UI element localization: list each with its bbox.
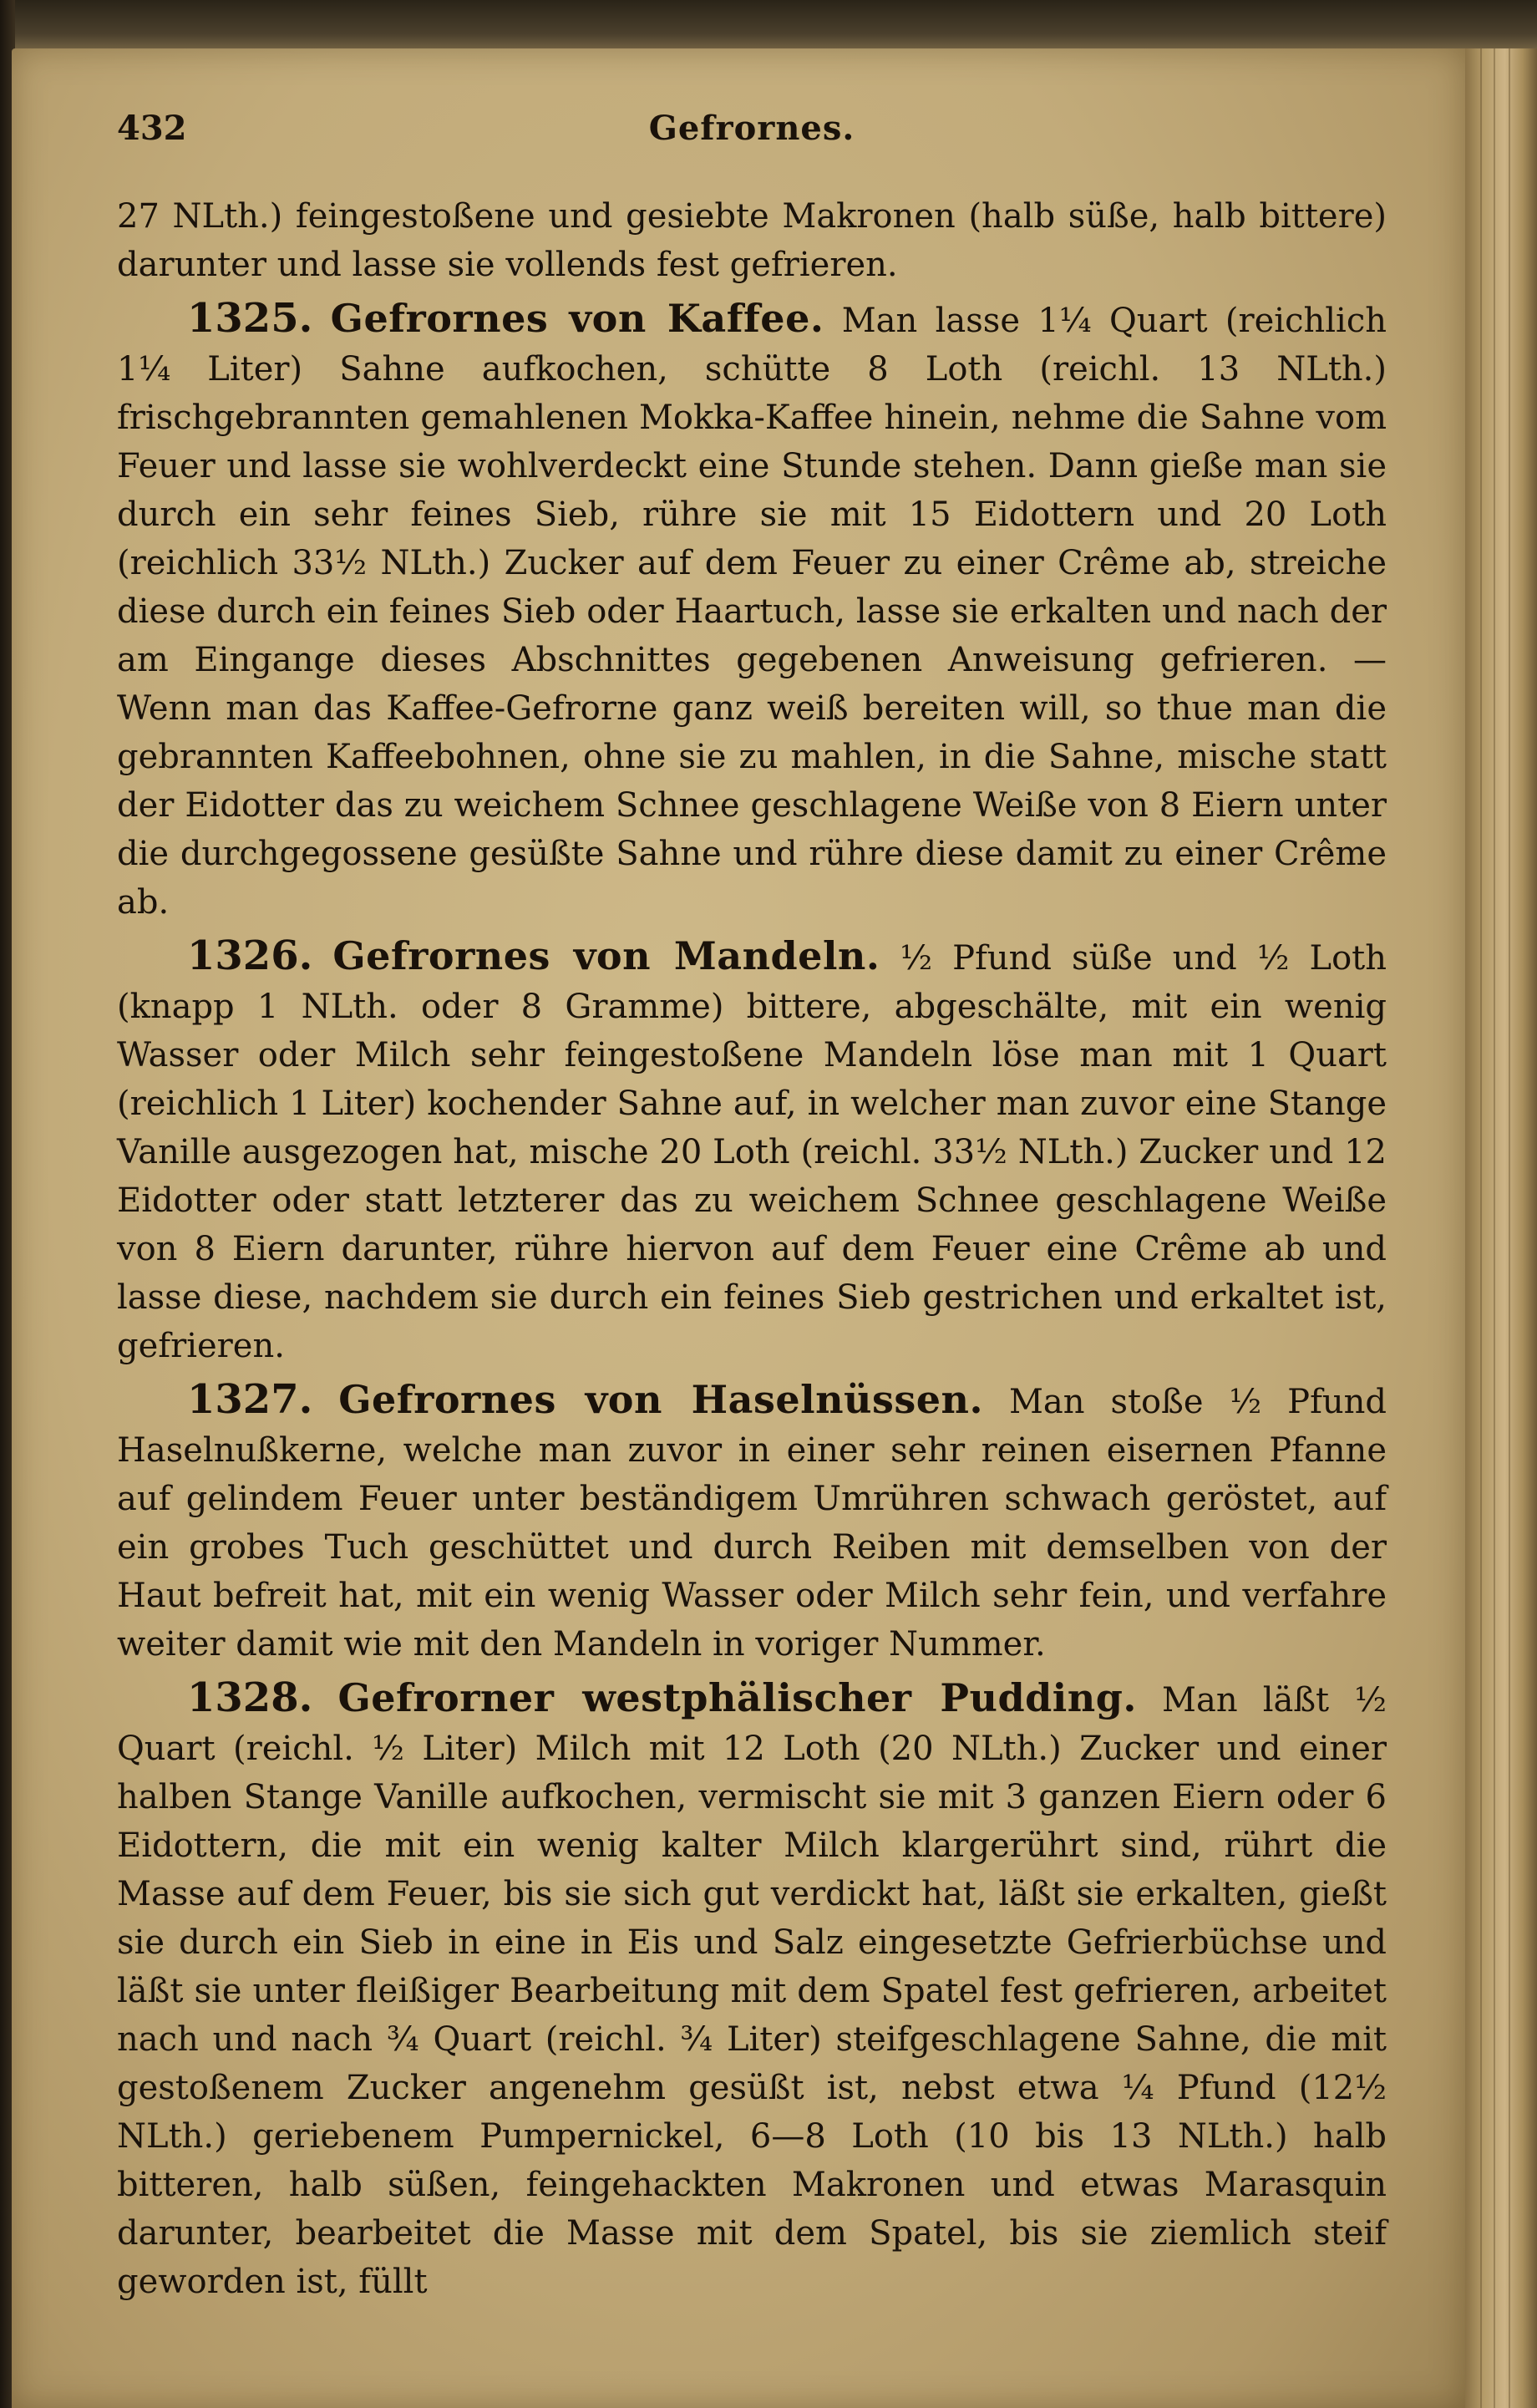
page-number: 432 — [117, 109, 187, 148]
page-gutter — [1465, 48, 1537, 2408]
recipe-number: 1325. — [187, 295, 313, 342]
recipe-1327 — [117, 1375, 1387, 1669]
recipe-text: ½ Pfund süße und ½ Loth (knapp 1 NLth. oder 8 Gramme) bittere, abgeschälte, mit ein wenig Wasser oder Milch sehr feingestoßene Mandeln löse man mit 1 Quart (reichlich 1 Liter) kochender Sahne auf, in welcher man zuvor eine Stange Vanille ausgezogen hat, mische 20 Loth (reichl. 33½ NLth.) Zucker und 12 Eidotter oder statt letzterer das zu weichem Schnee geschlagene Weiße von 8 Eiern darunter, rühre hiervon auf dem Feuer eine Crême ab und lasse diese, nachdem sie durch ein feines Sieb gestrichen und erkaltet ist, gefrieren. — [117, 939, 1387, 1365]
recipe-text: Man läßt ½ Quart (reichl. ½ Liter) Milch mit 12 Loth (20 NLth.) Zucker und einer halben Stange Vanille aufkochen, vermischt sie mit 3 ganzen Eiern oder 6 Eidottern, die mit ein wenig kalter Milch klargerührt sind, rührt die Masse auf dem Feuer, bis sie sich gut verdickt hat, läßt sie erkalten, gießt sie durch ein Sieb in eine in Eis und Salz eingesetzte Gefrierbüchse und läßt sie unter fleißiger Bearbeitung mit dem Spatel fest gefrieren, arbeitet nach und nach ¾ Quart (reichl. ¾ Liter) steifgeschlagene Sahne, die mit gestoßenem Zucker angenehm gesüßt ist, nebst etwa ¼ Pfund (12½ NLth.) geriebenem Pumpernickel, 6—8 Loth (10 bis 13 NLth.) halb bitteren, halb süßen, feingehackten Makronen und etwas Marasquin darunter, bearbeitet die Masse mit dem Spatel, bis sie ziemlich steif geworden ist, füllt — [117, 1681, 1387, 2301]
recipe-number: 1326. — [187, 932, 313, 979]
recipe-1328 — [117, 1674, 1387, 2306]
continuation-paragraph: 27 NLth.) feingestoßene und gesiebte Makronen (halb süße, halb bittere) darunter und lasse sie vollends fest gefrieren. — [117, 197, 1387, 284]
book-top-edge — [0, 0, 1537, 48]
running-head — [117, 100, 1387, 159]
recipe-number: 1327. — [187, 1376, 313, 1423]
recipe-text: Man lasse 1¼ Quart (reichlich 1¼ Liter) Sahne aufkochen, schütte 8 Loth (reichl. 13 NLth.) frischgebrannten gemahlenen Mokka-Kaffee hinein, nehme die Sahne vom Feuer und lasse sie wohlverdeckt eine Stunde stehen. Dann gieße man sie durch ein sehr feines Sieb, rühre sie mit 15 Eidottern und 20 Loth (reichlich 33½ NLth.) Zucker auf dem Feuer zu einer Crême ab, streiche diese durch ein feines Sieb oder Haartuch, lasse sie erkalten und nach der am Eingange dieses Abschnittes gegebenen Anweisung gefrieren. — Wenn man das Kaffee-Gefrorne ganz weiß bereiten will, so thue man die gebrannten Kaffeebohnen, ohne sie zu mahlen, in die Sahne, mische statt der Eidotter das zu weichem Schnee geschlagene Weiße von 8 Eiern unter die durchgegossene gesüßte Sahne und rühre diese damit zu einer Crême ab. — [117, 302, 1387, 922]
recipe-number: 1328. — [187, 1674, 313, 1721]
recipe-title: Gefrornes von Mandeln. — [332, 933, 880, 978]
recipe-title: Gefrorner westphälischer Pudding. — [337, 1675, 1137, 1720]
page-header-title: Gefrornes. — [648, 109, 855, 148]
page-text-block — [117, 100, 1387, 2306]
recipe-1326 — [117, 932, 1387, 1370]
recipe-text: Man stoße ½ Pfund Haselnußkerne, welche man zuvor in einer sehr reinen eisernen Pfanne auf gelindem Feuer unter beständigem Umrühren schwach geröstet, auf ein grobes Tuch geschüttet und durch Reiben mit demselben von der Haut befreit hat, mit ein wenig Wasser oder Milch sehr fein, und verfahre weiter damit wie mit den Mandeln in voriger Nummer. — [117, 1383, 1387, 1664]
recipe-1325 — [117, 294, 1387, 927]
recipe-title: Gefrornes von Haselnüssen. — [338, 1377, 983, 1422]
recipe-title: Gefrornes von Kaffee. — [330, 296, 824, 341]
